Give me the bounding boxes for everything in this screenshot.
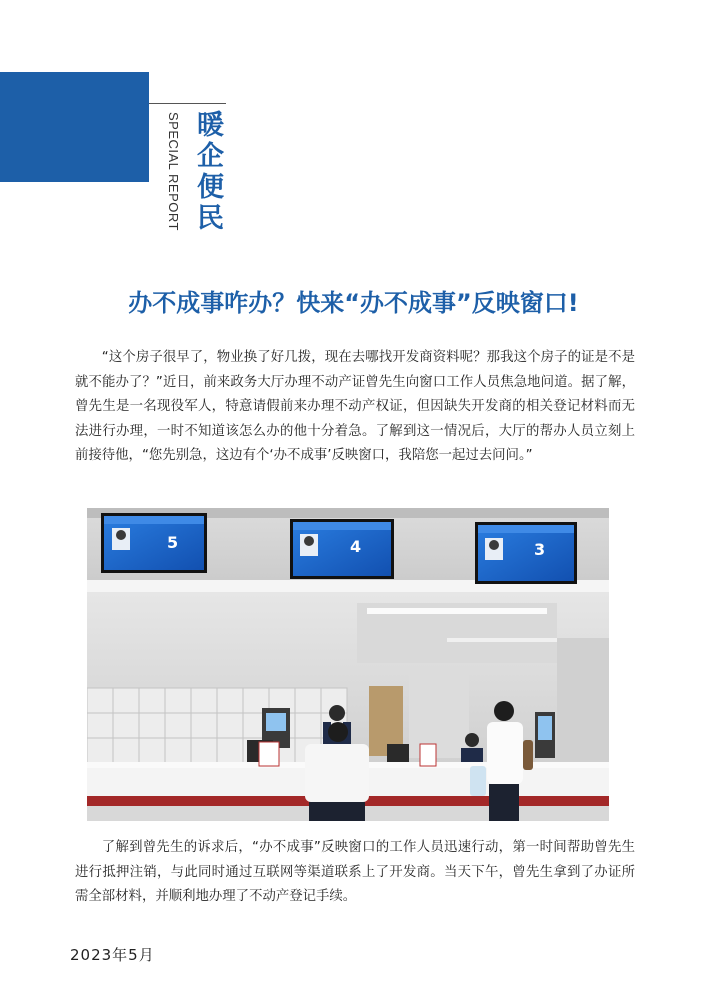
screen-2-number: 4: [350, 537, 362, 556]
column-subtitle: SPECIAL REPORT: [166, 112, 181, 231]
header-divider-line: [149, 103, 226, 104]
article-headline: 办不成事咋办？快来“办不成事”反映窗口!: [128, 289, 579, 317]
column-title: 暖企便民: [192, 110, 223, 234]
footer-date: 2023年5月: [70, 946, 155, 964]
screen-3-number: 3: [534, 540, 546, 559]
article-paragraph-2: 了解到曾先生的诉求后，“办不成事”反映窗口的工作人员迅速行动，第一时间帮助曾先生进行抵押注销，与此同时通过互联网等渠道联系上了开发商。当天下午，曾先生拿到了办证所需全部材料，并顺利地办理了不动产登记手续。: [75, 840, 635, 904]
screen-1-number: 5: [167, 533, 179, 552]
service-hall-photo: [87, 508, 609, 821]
article-paragraph-1: “这个房子很早了，物业换了好几拨，现在去哪找开发商资料呢？那我这个房子的证是不是就不能办了？”近日，前来政务大厅办理不动产证曾先生向窗口工作人员焦急地问道。据了解，曾先生是一名现役军人，特意请假前来办理不动产权证，但因缺失开发商的相关登记材料而无法进行办理，一时不知道该怎么办的他十分着急。了解到这一情况后，大厅的帮办人员立刻上前接待他，“您先别急，这边有个‘办不成事’反映窗口，我陪您一起过去问问。”: [75, 350, 635, 463]
header-blue-block: [0, 72, 149, 182]
